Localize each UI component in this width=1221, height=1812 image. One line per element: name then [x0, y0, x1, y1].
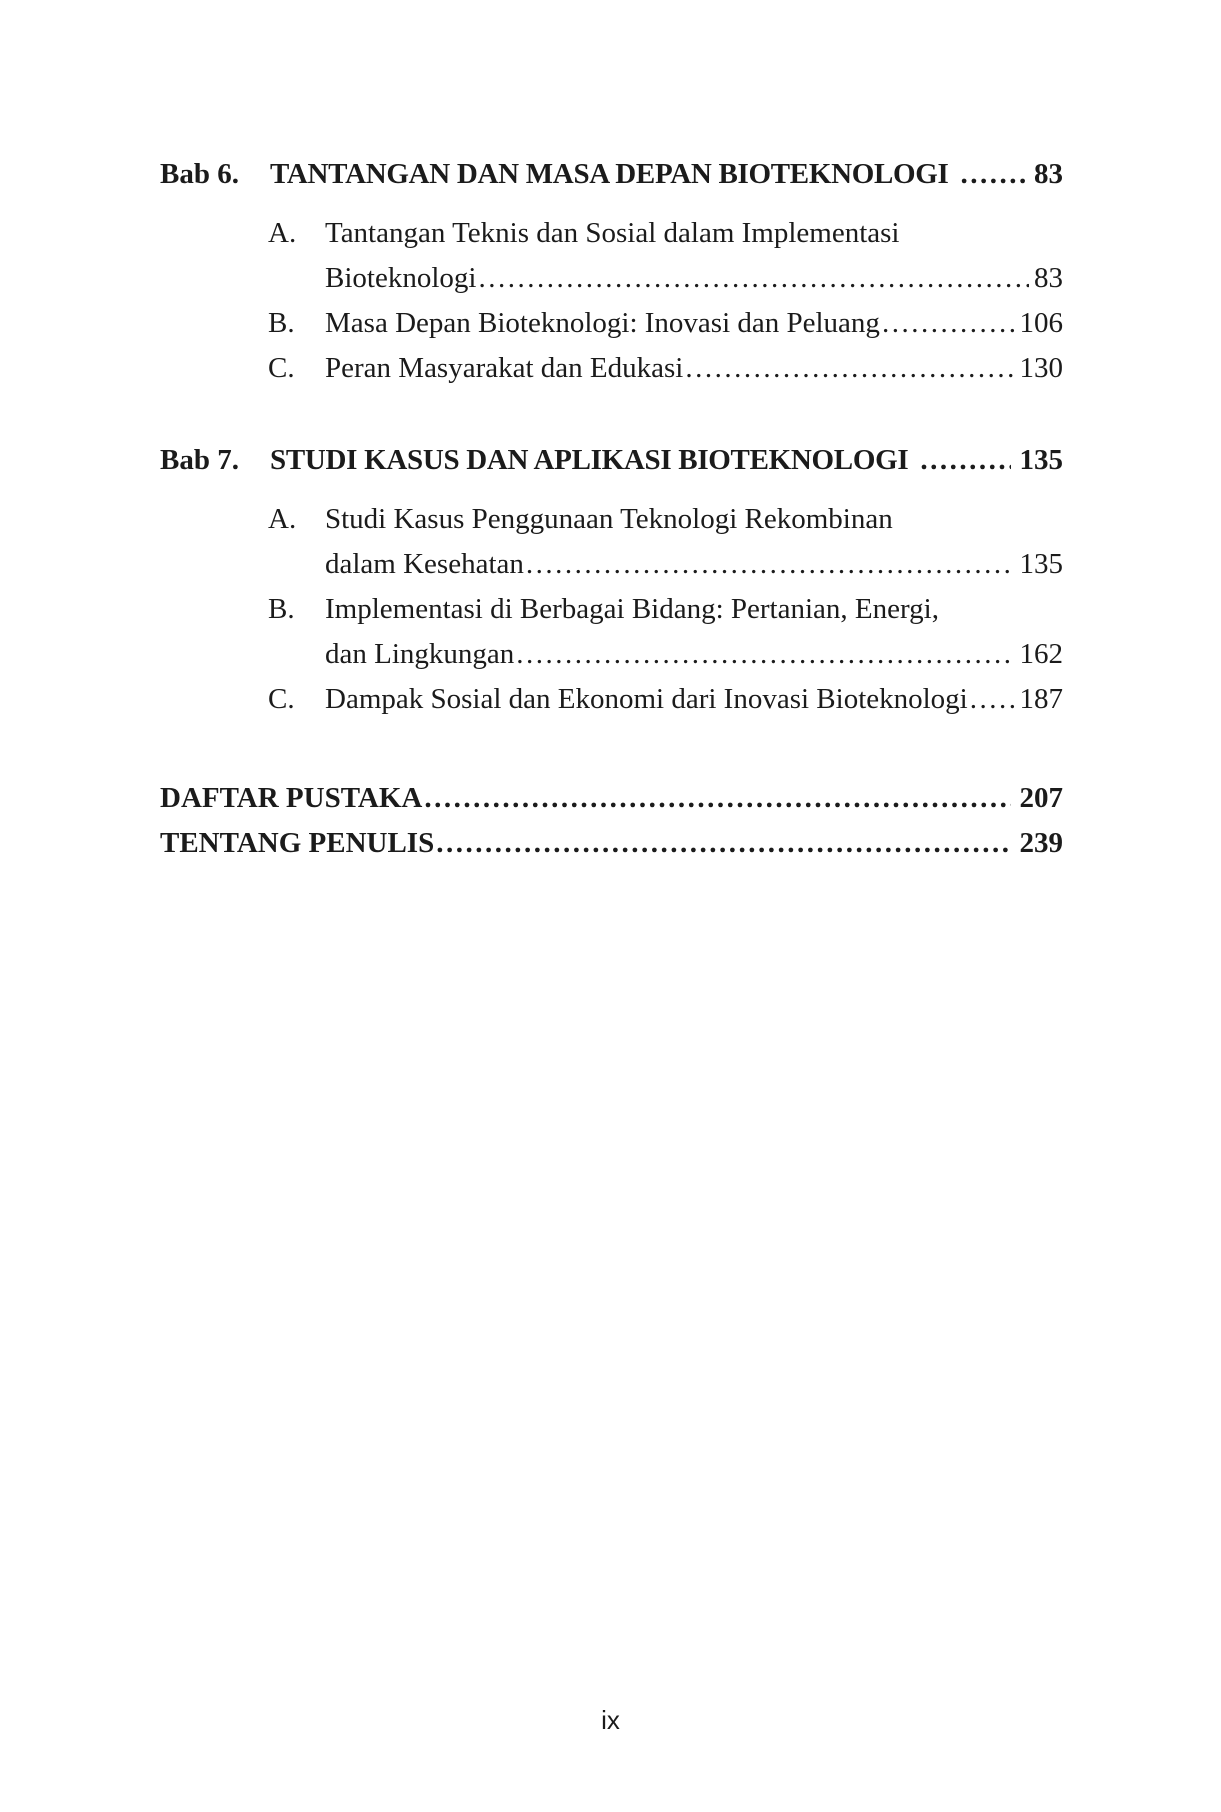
entry-text: Bioteknologi [325, 262, 477, 294]
dot-leader [685, 346, 1014, 391]
page-number: 83 [1034, 158, 1063, 190]
chapter-label: Bab 6. [160, 158, 239, 190]
chapter-label: Bab 7. [160, 444, 239, 476]
toc-line [325, 346, 1063, 391]
entry-text: Implementasi di Berbagai Bidang: Pertanian, Energi, [325, 593, 939, 625]
chapter-7-items [268, 497, 1063, 722]
dot-leader [882, 301, 1015, 346]
entry-body [325, 346, 1063, 391]
chapter-entry-bab-7 [160, 438, 1063, 483]
entry-letter: C. [268, 683, 295, 715]
toc-sub-entry [268, 301, 1063, 346]
entry-letter: B. [268, 307, 295, 339]
dot-leader [478, 256, 1029, 301]
entry-text: Tantangan Teknis dan Sosial dalam Implementasi [325, 217, 900, 249]
entry-letter: C. [268, 352, 295, 384]
toc-line [325, 542, 1063, 587]
backmatter-title: DAFTAR PUSTAKA [160, 782, 423, 814]
back-matter [160, 776, 1063, 866]
entry-text: Dampak Sosial dan Ekonomi dari Inovasi Bioteknologi [325, 683, 968, 715]
toc-line [325, 301, 1063, 346]
toc-sub-entry [268, 677, 1063, 722]
entry-body [325, 677, 1063, 722]
backmatter-entry-daftar-pustaka [160, 776, 1063, 821]
toc-line [325, 256, 1063, 301]
page-number: 106 [1019, 307, 1063, 339]
dot-leader [951, 152, 1025, 197]
entry-body [325, 587, 1063, 677]
toc-sub-entry [268, 211, 1063, 301]
entry-letter: B. [268, 593, 295, 625]
entry-text: dan Lingkungan [325, 638, 515, 670]
page-number: 135 [1019, 548, 1063, 580]
chapter-entry-bab-6 [160, 152, 1063, 197]
page-number: 135 [1019, 444, 1063, 476]
entry-body [325, 497, 1063, 587]
dot-leader [970, 677, 1015, 722]
chapter-title: TANTANGAN DAN MASA DEPAN BIOTEKNOLOGI [270, 158, 949, 190]
dot-leader [424, 776, 1010, 821]
toc-sub-entry [268, 497, 1063, 587]
entry-text: Studi Kasus Penggunaan Teknologi Rekombinan [325, 503, 893, 535]
page-number: 130 [1019, 352, 1063, 384]
toc-sub-entry [268, 587, 1063, 677]
entry-text: Peran Masyarakat dan Edukasi [325, 352, 684, 384]
dot-leader [526, 542, 1015, 587]
entry-letter: A. [268, 503, 297, 535]
toc-line [325, 211, 1063, 256]
footer-page-number: ix [601, 1705, 620, 1735]
entry-body [325, 301, 1063, 346]
toc-line [325, 632, 1063, 677]
entry-letter: A. [268, 217, 297, 249]
entry-body [325, 211, 1063, 301]
toc-page-content [160, 152, 1063, 866]
page-number: 239 [1019, 827, 1063, 859]
entry-text: dalam Kesehatan [325, 548, 524, 580]
backmatter-title: TENTANG PENULIS [160, 827, 435, 859]
toc-sub-entry [268, 346, 1063, 391]
page-number: 207 [1019, 782, 1063, 814]
entry-text: Masa Depan Bioteknologi: Inovasi dan Peluang [325, 307, 880, 339]
dot-leader [436, 821, 1010, 866]
page-number: 162 [1019, 638, 1063, 670]
toc-line [325, 587, 1063, 632]
chapter-title: STUDI KASUS DAN APLIKASI BIOTEKNOLOGI [270, 444, 909, 476]
dot-leader [910, 438, 1010, 483]
page-number: 187 [1019, 683, 1063, 715]
toc-line [325, 497, 1063, 542]
chapter-6-items [268, 211, 1063, 391]
toc-line [325, 677, 1063, 722]
backmatter-entry-tentang-penulis [160, 821, 1063, 866]
page-number: 83 [1034, 262, 1063, 294]
dot-leader [516, 632, 1014, 677]
